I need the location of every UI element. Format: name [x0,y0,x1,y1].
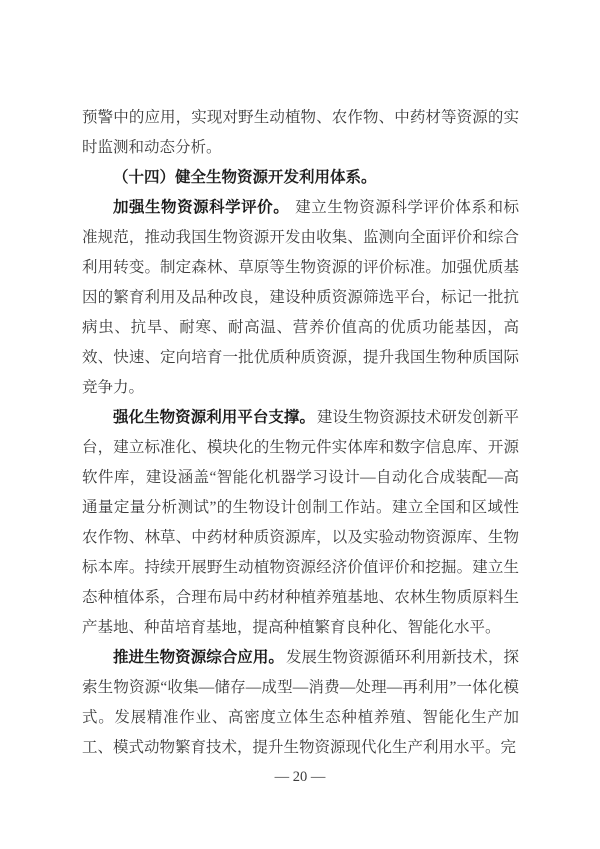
section-heading-text: （十四）健全生物资源开发利用体系。 [113,169,377,186]
paragraph-text: 建立生物资源科学评价体系和标准规范，推动我国生物资源开发由收集、监测向全面评价和综合利用转变。制定森林、草原等生物资源的评价标准。加强优质基因的繁育利用及品种改良，建设种质资源筛选平台，标记一批抗病虫、抗旱、耐寒、耐高温、营养价值高的优质功能基因，高效、快速、定向培育一批优质种质资源，提升我国生物种质国际竞争力。 [82,199,519,396]
page-number: — 20 — [274,769,326,785]
paragraph-comprehensive-application [82,643,519,763]
paragraph-text: 预警中的应用，实现对野生动植物、农作物、中药材等资源的实时监测和动态分析。 [82,109,519,156]
paragraph-continuation [82,103,519,163]
paragraph-lead: 加强生物资源科学评价。 [113,199,290,216]
paragraph-lead: 强化生物资源利用平台支撑。 [113,409,316,426]
section-heading [82,163,519,193]
paragraph-science-evaluation [82,193,519,403]
paragraph-text: 发展生物资源循环利用新技术，探索生物资源“收集—储存—成型—消费—处理—再利用”一体化模式。发展精准作业、高密度立体生态种植养殖、智能化生产加工、模式动物繁育技术，提升生物资源现代化生产利用水平。完 [82,649,519,756]
paragraph-lead: 推进生物资源综合应用。 [113,649,284,666]
body-text [82,103,519,763]
paragraph-text: 建设生物资源技术研发创新平台，建立标准化、模块化的生物元件实体库和数字信息库、开源软件库，建设涵盖“智能化机器学习设计—自动化合成装配—高通量定量分析测试”的生物设计创制工作站。建立全国和区域性农作物、林草、中药材种质资源库，以及实验动物资源库、生物标本库。持续开展野生动植物资源经济价值评价和挖掘。建立生态种植体系，合理布局中药材种植养殖基地、农林生物质原料生产基地、种苗培育基地，提高种植繁育良种化、智能化水平。 [82,409,519,636]
paragraph-platform-support [82,403,519,643]
